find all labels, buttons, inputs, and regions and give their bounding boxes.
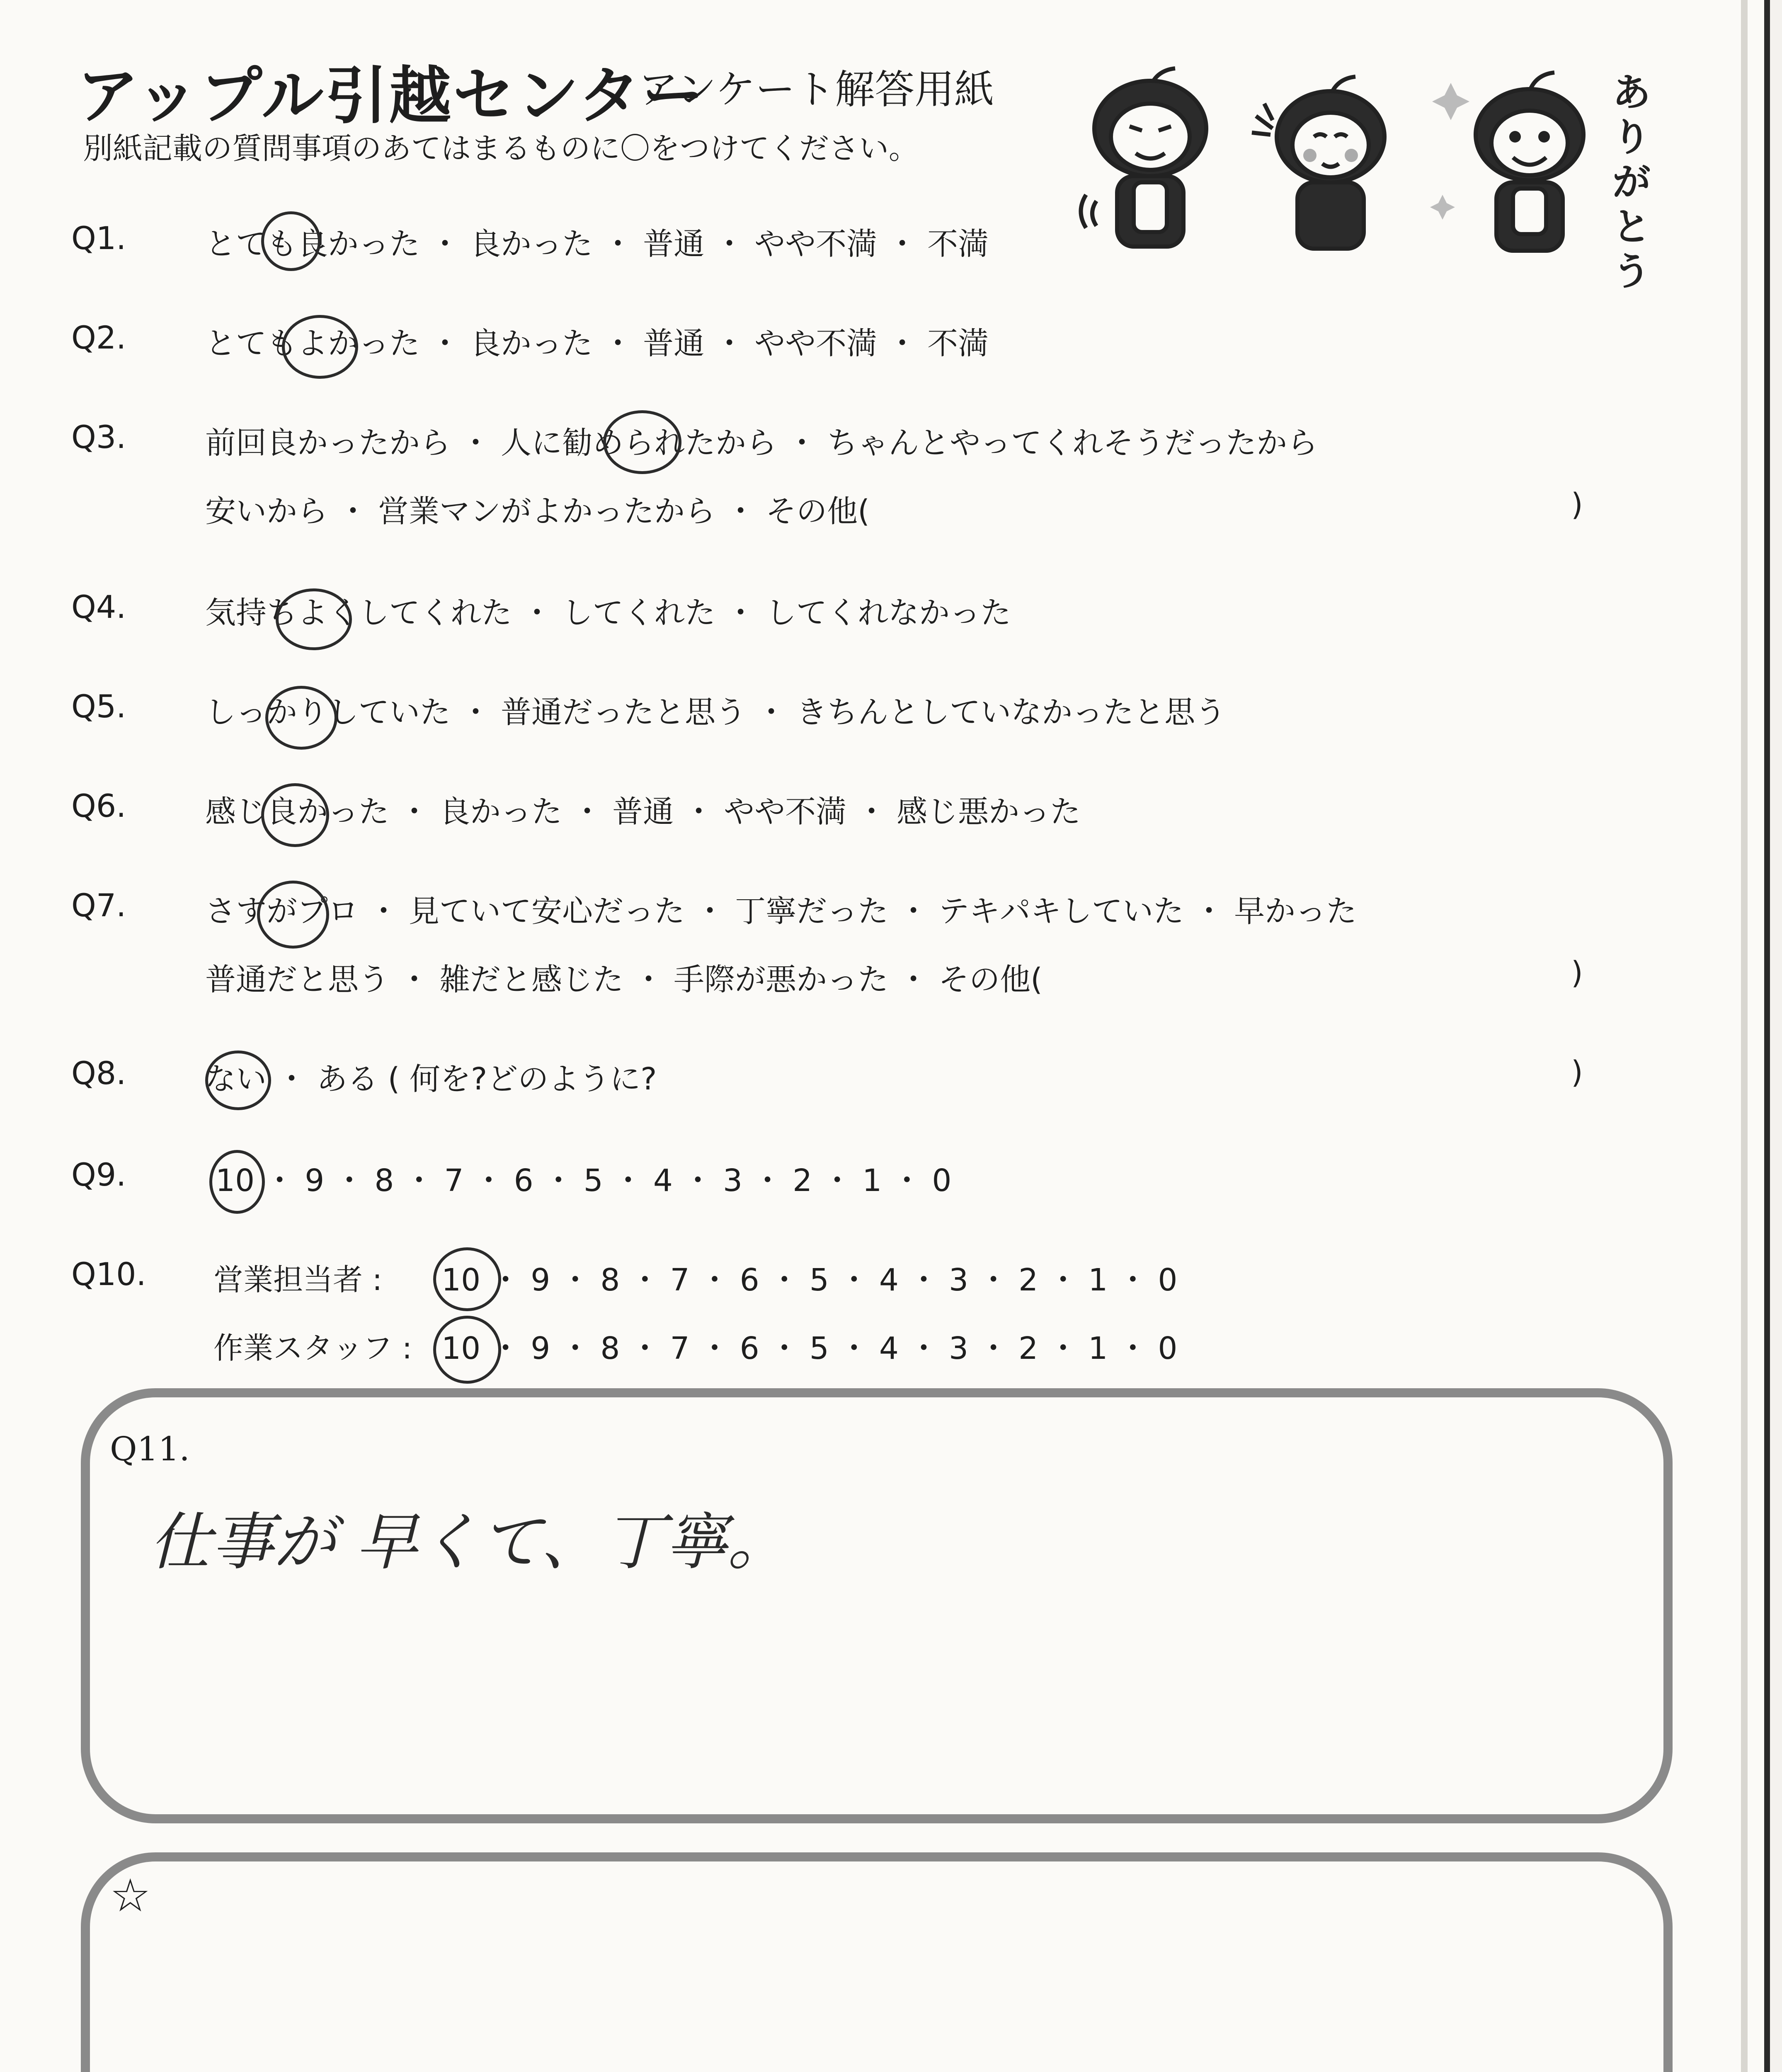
monkey-mascot-middle bbox=[1252, 77, 1384, 249]
question-options: 気持ちよくしてくれた ・ してくれた ・ してくれなかった bbox=[205, 595, 1011, 631]
question-options: ない ・ ある ( 何を?どのように? bbox=[205, 1061, 657, 1097]
question-label: Q2. bbox=[71, 319, 126, 356]
question-options: 10 ・ 9 ・ 8 ・ 7 ・ 6 ・ 5 ・ 4 ・ 3 ・ 2 ・ 1 ・ 0 bbox=[216, 1163, 952, 1198]
star-box bbox=[81, 1852, 1673, 2072]
question-label: Q9. bbox=[71, 1156, 126, 1193]
question-label: Q6. bbox=[71, 787, 126, 824]
monkey-mascot-left bbox=[1081, 68, 1207, 247]
sales-rep-rating-label: 営業担当者 : bbox=[213, 1262, 383, 1297]
question-label: Q3. bbox=[71, 419, 126, 455]
comment-box bbox=[81, 1388, 1673, 1823]
monkey-mascot-right bbox=[1430, 73, 1583, 251]
question-options-line2: 普通だと思う ・ 雑だと感じた ・ 手際が悪かった ・ その他( bbox=[205, 962, 1043, 997]
question-label: Q7. bbox=[71, 887, 126, 924]
question-options: さすがプロ ・ 見ていて安心だった ・ 丁寧だった ・ テキパキしていた ・ 早かった bbox=[205, 893, 1357, 929]
question-label: Q1. bbox=[71, 220, 126, 257]
question-options: 感じ良かった ・ 良かった ・ 普通 ・ やや不満 ・ 感じ悪かった bbox=[205, 794, 1081, 830]
question-options: しっかりしていた ・ 普通だったと思う ・ きちんとしていなかったと思う bbox=[205, 695, 1226, 730]
answer-circle-mark bbox=[265, 686, 337, 750]
question-label: Q8. bbox=[71, 1055, 126, 1092]
question-options: 前回良かったから ・ 人に勧められたから ・ ちゃんとやってくれそうだったから bbox=[205, 425, 1318, 461]
question-label: Q4. bbox=[71, 588, 126, 625]
question-label: Q5. bbox=[71, 688, 126, 725]
question-options: とても良かった ・ 良かった ・ 普通 ・ やや不満 ・ 不満 bbox=[205, 226, 989, 262]
comment-box-label: Q11. bbox=[110, 1430, 190, 1468]
thanks-text: ありがとう bbox=[1612, 70, 1651, 294]
answer-circle-mark bbox=[433, 1247, 501, 1311]
staff-rating-options: 10 ・ 9 ・ 8 ・ 7 ・ 6 ・ 5 ・ 4 ・ 3 ・ 2 ・ 1 ・ 0 bbox=[441, 1331, 1178, 1366]
answer-circle-mark bbox=[433, 1316, 501, 1384]
paren-close: ) bbox=[1571, 1055, 1583, 1090]
answer-circle-mark bbox=[282, 315, 358, 379]
page-edge bbox=[1741, 0, 1748, 2072]
survey-subtitle: アンケート解答用紙 bbox=[638, 66, 994, 113]
question-label: Q10. bbox=[71, 1256, 146, 1293]
answer-circle-mark bbox=[205, 1051, 271, 1110]
instruction-text: 別紙記載の質問事項のあてはまるものに〇をつけてください。 bbox=[83, 131, 919, 166]
staff-rating-label: 作業スタッフ : bbox=[213, 1331, 412, 1365]
answer-circle-mark bbox=[257, 881, 329, 949]
handwritten-comment: 仕事が 早くて、丁寧。 bbox=[149, 1506, 790, 1578]
brand-title: アップル引越センター bbox=[77, 60, 706, 132]
paren-close: ) bbox=[1571, 487, 1583, 523]
question-options: とてもよかった ・ 良かった ・ 普通 ・ やや不満 ・ 不満 bbox=[205, 326, 989, 361]
paren-close: ) bbox=[1571, 955, 1583, 991]
monkey-mascots-illustration bbox=[1078, 58, 1666, 274]
answer-circle-mark bbox=[261, 211, 321, 271]
sales-rep-rating-options: 10 ・ 9 ・ 8 ・ 7 ・ 6 ・ 5 ・ 4 ・ 3 ・ 2 ・ 1 ・ 0 bbox=[441, 1262, 1178, 1298]
answer-circle-mark bbox=[209, 1150, 265, 1214]
answer-circle-mark bbox=[276, 588, 352, 650]
question-options-line2: 安いから ・ 営業マンがよかったから ・ その他( bbox=[205, 494, 870, 529]
star-box-label: ☆ bbox=[110, 1869, 151, 1922]
answer-circle-mark bbox=[603, 410, 681, 474]
answer-circle-mark bbox=[261, 783, 329, 847]
